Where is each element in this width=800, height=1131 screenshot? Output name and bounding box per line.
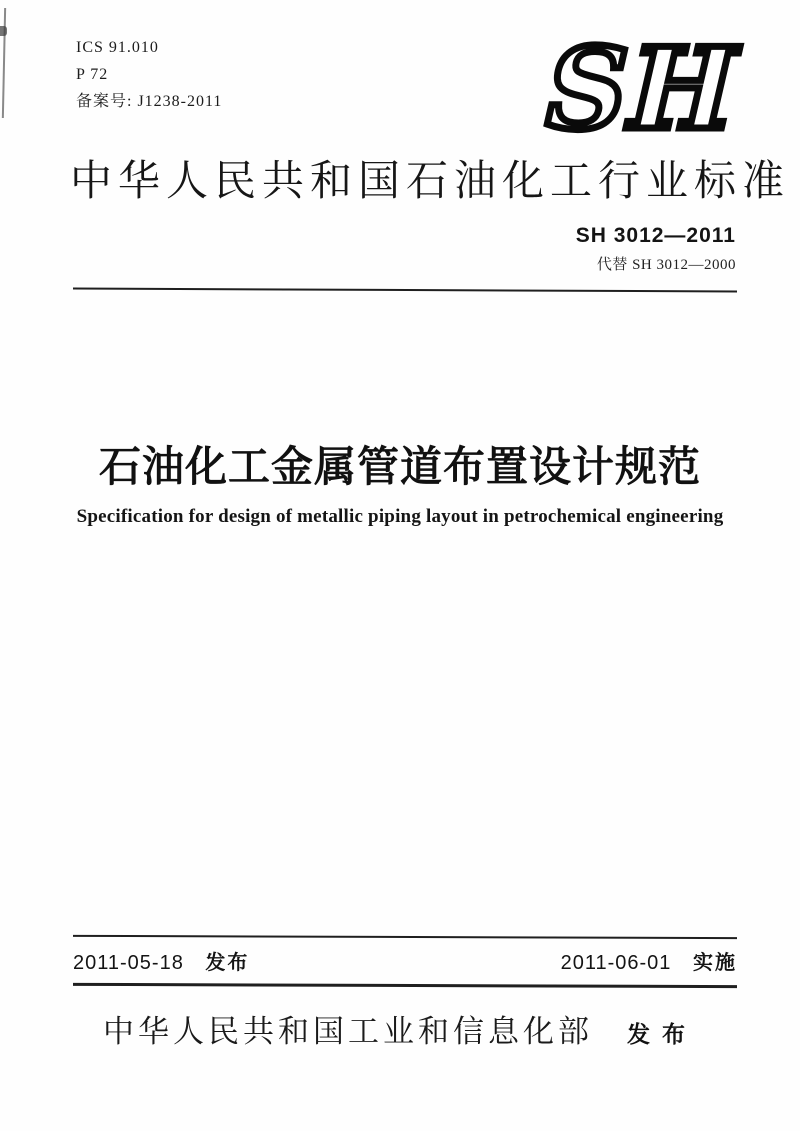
record-number: 备案号: J1238-2011 (76, 93, 223, 110)
divider-under-heading (73, 288, 737, 293)
divider-above-dates (73, 935, 737, 939)
issue-date-group (73, 946, 249, 975)
implement-label: 实施 (693, 952, 737, 974)
sh-logo: SH (545, 24, 741, 155)
replaces-note: 代替 SH 3012—2000 (596, 257, 736, 273)
standard-number: SH 3012—2011 (575, 224, 736, 247)
implement-date: 2011-06-01 (560, 952, 672, 974)
scan-artifact-left-edge (2, 8, 6, 118)
standard-number-block (576, 224, 736, 274)
publish-label: 发布 (627, 1021, 697, 1047)
classification-codes (76, 34, 222, 115)
divider-below-dates (73, 983, 737, 988)
class-code: P 72 (76, 66, 109, 83)
issue-label: 发布 (205, 952, 250, 974)
document-title-en: Specification for design of metallic piping layout in petrochemical engineering (76, 506, 724, 527)
publisher-row (0, 1006, 800, 1051)
publisher-name: 中华人民共和国工业和信息化部 (103, 1014, 593, 1049)
issue-date: 2011-05-18 (73, 952, 184, 974)
standard-heading: 中华人民共和国石油化工行业标准 (70, 159, 791, 205)
dates-row (73, 946, 737, 975)
scan-artifact-corner (0, 26, 7, 36)
implement-date-group (561, 946, 737, 975)
document-title-cn: 石油化工金属管道布置设计规范 (98, 443, 701, 490)
ics-code: ICS 91.010 (76, 39, 159, 56)
